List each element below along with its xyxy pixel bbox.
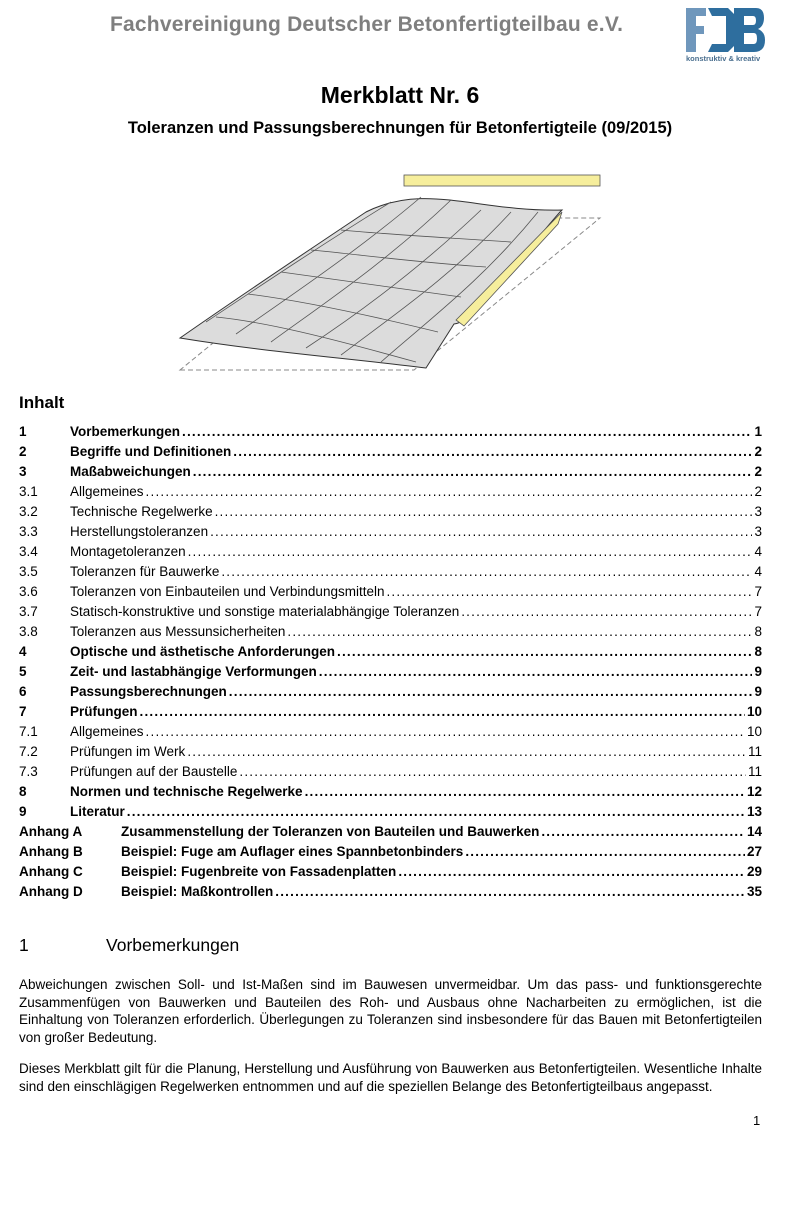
toc-leader-dots — [287, 624, 752, 639]
toc-entry-title: Vorbemerkungen — [70, 424, 181, 439]
toc-entry-title: Toleranzen von Einbauteilen und Verbindungsmitteln — [70, 584, 385, 599]
toc-entry-page: 14 — [746, 824, 762, 839]
toc-leader-dots — [465, 844, 745, 859]
toc-entry-number: Anhang D — [19, 884, 83, 899]
toc-entry[interactable] — [19, 484, 762, 504]
toc-entry-page: 4 — [754, 544, 762, 559]
toc-entry-page: 29 — [746, 864, 762, 879]
toc-leader-dots — [210, 524, 752, 539]
toc-entry-page: 3 — [754, 524, 762, 539]
toc-entry[interactable] — [19, 864, 762, 884]
toc-entry-page: 2 — [754, 464, 762, 479]
organization-name: Fachvereinigung Deutscher Betonfertigteilbau e.V. — [110, 13, 624, 36]
toc-entry-number: 3.4 — [19, 544, 38, 559]
toc-heading: Inhalt — [19, 393, 65, 412]
toc-leader-dots — [193, 464, 753, 479]
toc-entry[interactable] — [19, 664, 762, 684]
toc-entry-page: 3 — [754, 504, 762, 519]
toc-leader-dots — [319, 664, 753, 679]
toc-leader-dots — [182, 424, 752, 439]
toc-entry-title: Herstellungstoleranzen — [70, 524, 209, 539]
toc-entry-number: 5 — [19, 664, 27, 679]
logo-tagline: konstruktiv & kreativ — [686, 54, 761, 63]
toc-entry-number: 7.3 — [19, 764, 38, 779]
toc-entry-page: 4 — [754, 564, 762, 579]
toc-entry-page: 9 — [754, 664, 762, 679]
toc-entry-title: Montagetoleranzen — [70, 544, 186, 559]
toc-entry-title: Zeit- und lastabhängige Verformungen — [70, 664, 317, 679]
toc-leader-dots — [337, 644, 752, 659]
toc-entry-number: Anhang C — [19, 864, 83, 879]
body-paragraph: Dieses Merkblatt gilt für die Planung, Herstellung und Ausführung von Bauwerken aus Betonfertigteilen. Wesentliche Inhalte sind den einschlägigen Regelwerken entnommen und auf die speziellen Belange des Betonfertigteilbaus angepasst. — [19, 1061, 762, 1094]
toc-leader-dots — [305, 784, 745, 799]
toc-entry-number: 3.6 — [19, 584, 38, 599]
toc-entry-title: Beispiel: Fugenbreite von Fassadenplatten — [121, 864, 397, 879]
toc-leader-dots — [398, 864, 745, 879]
toc-entry[interactable] — [19, 744, 762, 764]
section-heading — [19, 935, 239, 956]
toc-entry-title: Optische und ästhetische Anforderungen — [70, 644, 336, 659]
toc-entry-title: Prüfungen im Werk — [70, 744, 186, 759]
toc-entry[interactable] — [19, 724, 762, 744]
toc-entry-title: Toleranzen für Bauwerke — [70, 564, 220, 579]
toc-entry[interactable] — [19, 684, 762, 704]
toc-entry-page: 2 — [754, 484, 762, 499]
toc-entry[interactable] — [19, 764, 762, 784]
toc-entry[interactable] — [19, 624, 762, 644]
toc-entry[interactable] — [19, 784, 762, 804]
toc-entry-page: 7 — [754, 584, 762, 599]
toc-entry-title: Passungsberechnungen — [70, 684, 227, 699]
toc-entry[interactable] — [19, 804, 762, 824]
toc-entry[interactable] — [19, 544, 762, 564]
toc-entry-number: 7.2 — [19, 744, 38, 759]
toc-entry-page: 35 — [746, 884, 762, 899]
toc-leader-dots — [461, 604, 752, 619]
toc-entry-number: 7.1 — [19, 724, 38, 739]
toc-leader-dots — [127, 804, 745, 819]
toc-entry[interactable] — [19, 424, 762, 444]
toc-leader-dots — [239, 764, 746, 779]
toc-leader-dots — [188, 544, 753, 559]
toc-entry-number: 4 — [19, 644, 27, 659]
toc-entry[interactable] — [19, 524, 762, 544]
toc-entry[interactable] — [19, 584, 762, 604]
toc-entry-page: 11 — [747, 764, 762, 779]
toc-entry-page: 8 — [754, 624, 762, 639]
toc-entry-number: 3.3 — [19, 524, 38, 539]
toc-entry-page: 2 — [754, 444, 762, 459]
toc-leader-dots — [233, 444, 752, 459]
toc-entry[interactable] — [19, 844, 762, 864]
toc-entry[interactable] — [19, 444, 762, 464]
toc-entry-number: 6 — [19, 684, 27, 699]
table-of-contents — [19, 424, 762, 904]
toc-leader-dots — [221, 564, 752, 579]
toc-entry[interactable] — [19, 464, 762, 484]
toc-entry-number: 2 — [19, 444, 27, 459]
toc-entry-title: Normen und technische Regelwerke — [70, 784, 303, 799]
toc-leader-dots — [140, 704, 745, 719]
toc-entry-number: 9 — [19, 804, 27, 819]
body-paragraph: Abweichungen zwischen Soll- und Ist-Maßen sind im Bauwesen unvermeidbar. Um das pass- und funktionsgerechte Zusammenfügen von Bauwerken und Bauteilen des Roh- und Ausbaus ohne Nacharbeiten zu ermöglichen, ist die Einhaltung von Toleranzen erforderlich. Überlegungen zu Toleranzen sind insbesondere für das Bauen mit Betonfertigteilen von großer Bedeutung. — [19, 977, 762, 1045]
toc-entry[interactable] — [19, 884, 762, 904]
toc-entry-number: 1 — [19, 424, 27, 439]
toc-leader-dots — [275, 884, 745, 899]
toc-entry-page: 12 — [746, 784, 762, 799]
document-subtitle: Toleranzen und Passungsberechnungen für Betonfertigteile (09/2015) — [127, 119, 673, 137]
document-title: Merkblatt Nr. 6 — [320, 82, 480, 108]
toc-entry-title: Statisch-konstruktive und sonstige materialabhängige Toleranzen — [70, 604, 460, 619]
toc-entry-number: 3.1 — [19, 484, 38, 499]
toc-entry-number: 3.7 — [19, 604, 38, 619]
toc-entry-page: 27 — [746, 844, 762, 859]
toc-entry-page: 13 — [746, 804, 762, 819]
toc-entry-title: Toleranzen aus Messunsicherheiten — [70, 624, 286, 639]
toc-entry-page: 10 — [746, 704, 762, 719]
page-number: 1 — [753, 1113, 761, 1128]
toc-entry-page: 7 — [754, 604, 762, 619]
toc-entry-title: Begriffe und Definitionen — [70, 444, 232, 459]
toc-entry-number: 3 — [19, 464, 27, 479]
section-title: Vorbemerkungen — [106, 935, 240, 955]
toc-leader-dots — [541, 824, 745, 839]
toc-entry[interactable] — [19, 604, 762, 624]
toc-entry-title: Prüfungen auf der Baustelle — [70, 764, 238, 779]
toc-leader-dots — [386, 584, 752, 599]
toc-entry[interactable] — [19, 824, 762, 844]
toc-entry-title: Allgemeines — [70, 724, 144, 739]
toc-entry-page: 9 — [754, 684, 762, 699]
toc-entry-number: Anhang A — [19, 824, 83, 839]
toc-entry-title: Technische Regelwerke — [70, 504, 213, 519]
section-number: 1 — [19, 935, 29, 955]
toc-leader-dots — [146, 484, 753, 499]
toc-entry-number: 3.8 — [19, 624, 38, 639]
toc-entry-title: Beispiel: Fuge am Auflager eines Spannbetonbinders — [121, 844, 464, 859]
toc-entry-page: 8 — [754, 644, 762, 659]
toc-leader-dots — [187, 744, 746, 759]
toc-entry-number: 7 — [19, 704, 27, 719]
toc-leader-dots — [229, 684, 753, 699]
toc-entry[interactable] — [19, 504, 762, 524]
toc-entry-number: 3.5 — [19, 564, 38, 579]
deformed-slab-illustration — [176, 172, 606, 376]
toc-entry-page: 10 — [746, 724, 762, 739]
toc-entry-title: Literatur — [70, 804, 125, 819]
toc-entry-title: Zusammenstellung der Toleranzen von Bauteilen und Bauwerken — [121, 824, 540, 839]
toc-entry-title: Maßabweichungen — [70, 464, 191, 479]
toc-entry-title: Prüfungen — [70, 704, 138, 719]
toc-entry-page: 1 — [754, 424, 762, 439]
toc-leader-dots — [146, 724, 745, 739]
toc-entry-number: 3.2 — [19, 504, 38, 519]
toc-leader-dots — [215, 504, 753, 519]
toc-entry-page: 11 — [747, 744, 762, 759]
toc-entry[interactable] — [19, 644, 762, 664]
toc-entry-number: 8 — [19, 784, 27, 799]
toc-entry-title: Allgemeines — [70, 484, 144, 499]
toc-entry[interactable] — [19, 704, 762, 724]
toc-entry-number: Anhang B — [19, 844, 83, 859]
toc-entry[interactable] — [19, 564, 762, 584]
toc-entry-title: Beispiel: Maßkontrollen — [121, 884, 274, 899]
